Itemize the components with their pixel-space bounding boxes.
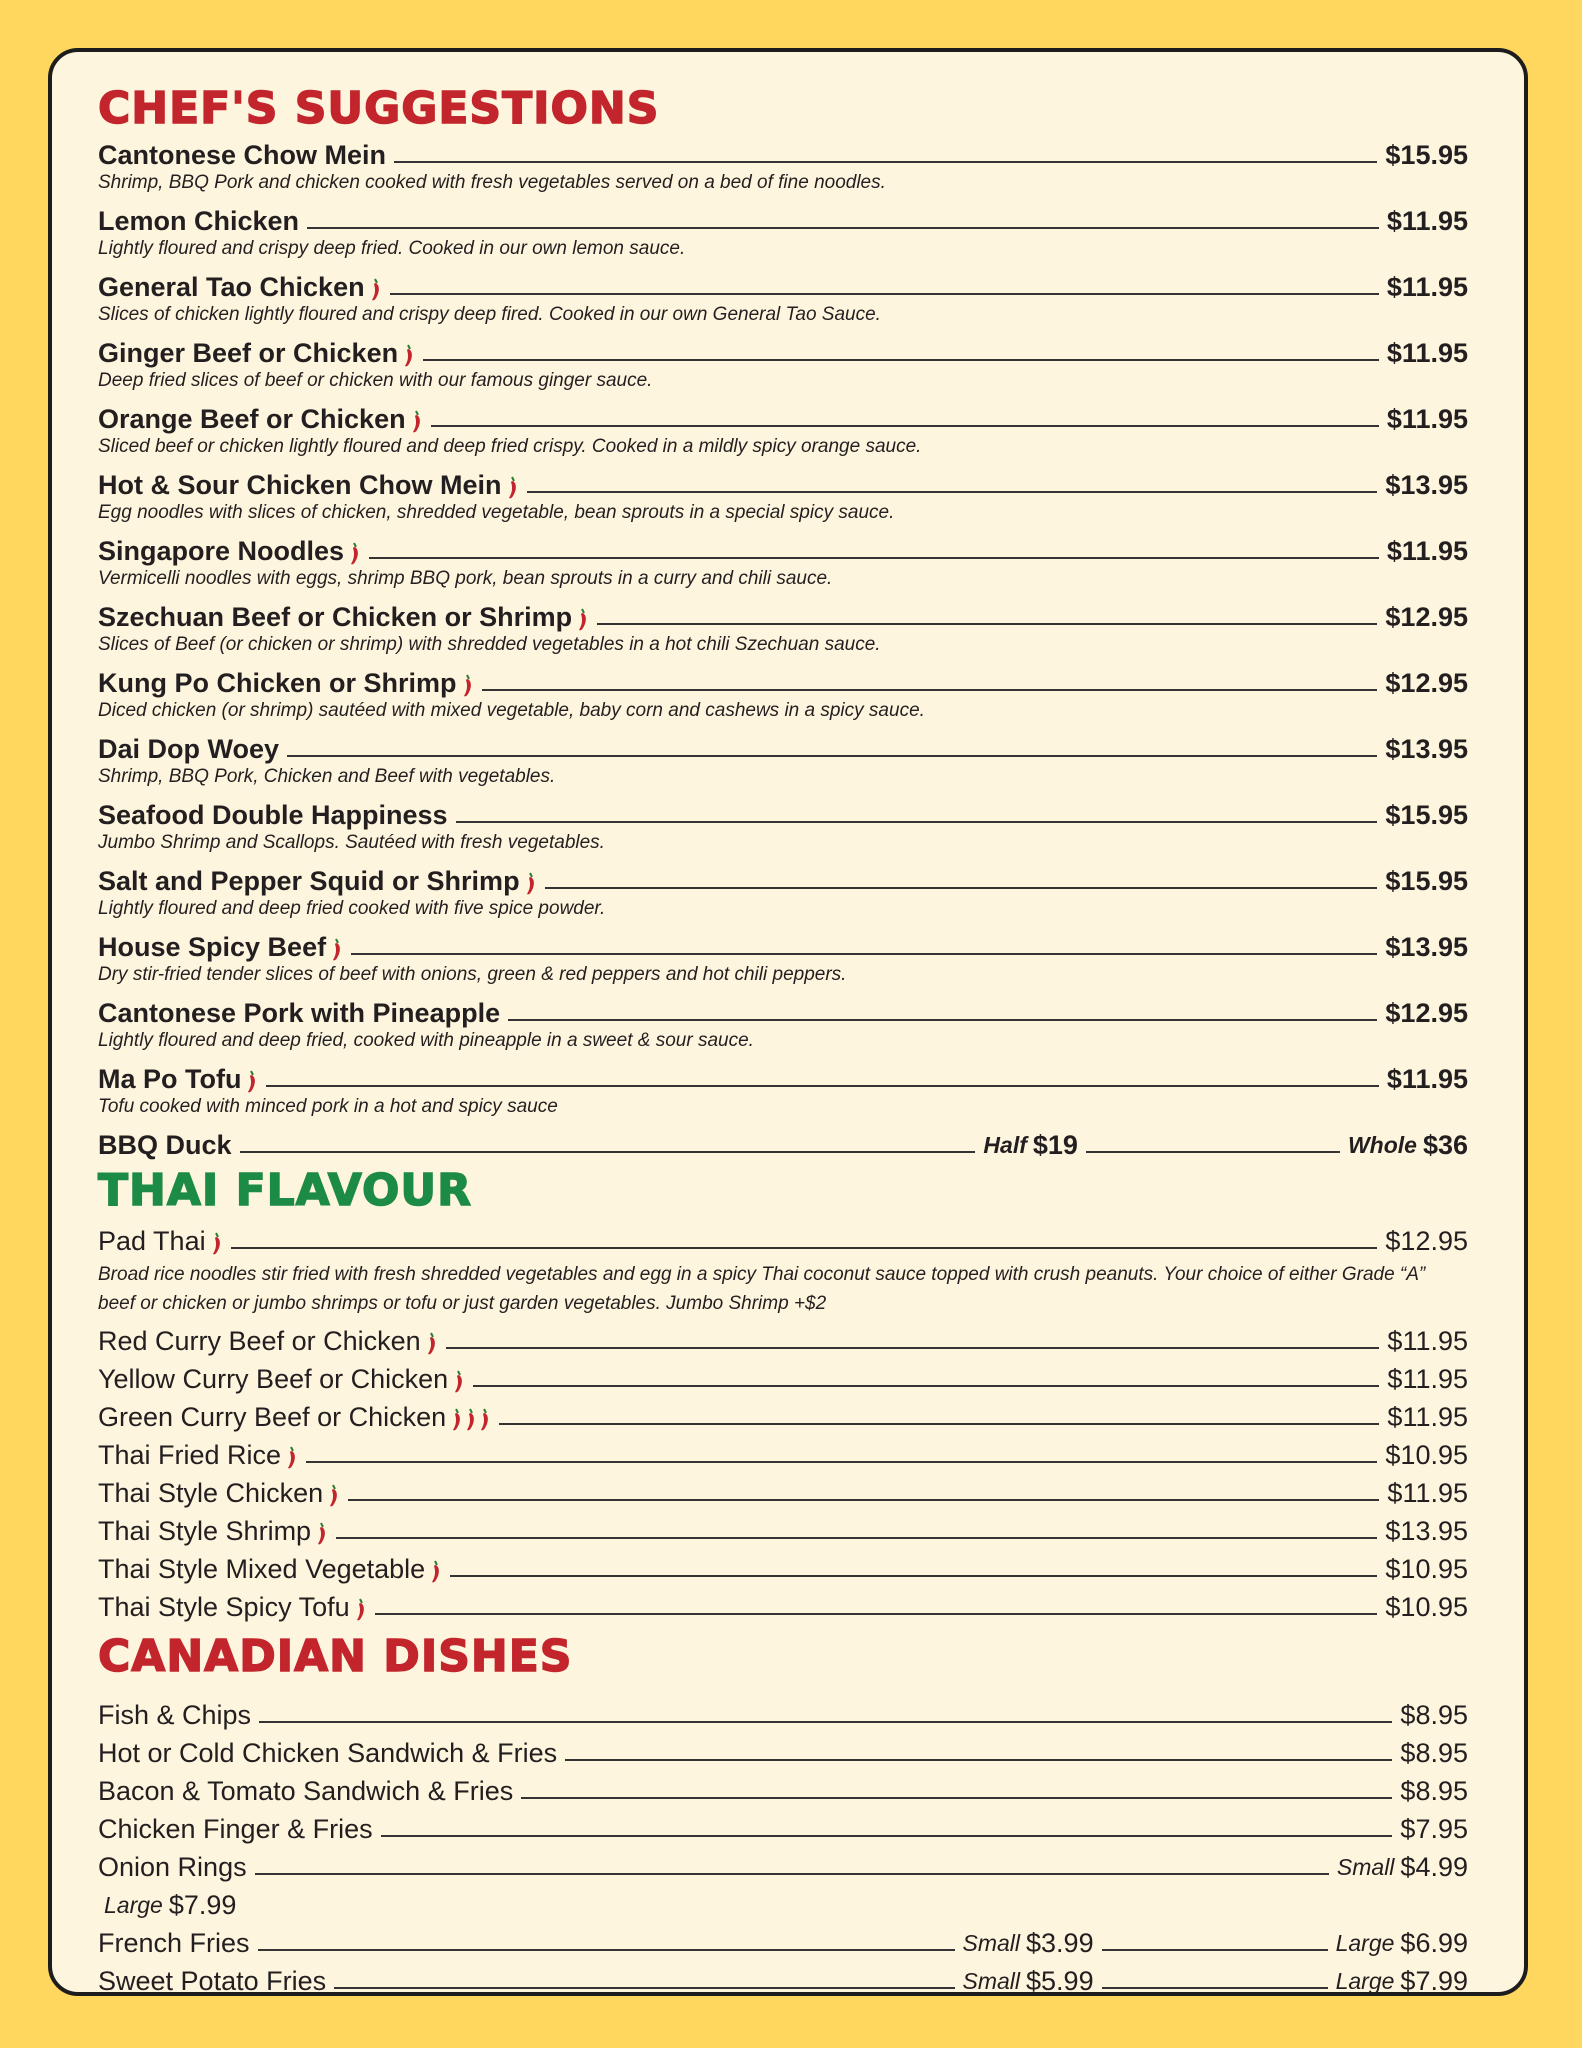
menu-item bbox=[98, 202, 1468, 236]
item-name: Thai Style Mixed Vegetable bbox=[98, 1554, 426, 1584]
menu-card bbox=[48, 48, 1528, 1996]
menu-item bbox=[98, 1356, 1468, 1394]
chili-pepper-icon bbox=[426, 1332, 438, 1356]
item-price: $8.95 bbox=[1400, 1700, 1468, 1730]
leader-line bbox=[473, 1385, 1379, 1387]
item-price: $11.95 bbox=[1386, 404, 1468, 434]
item-description: Slices of Beef (or chicken or shrimp) with shredded vegetables in a hot chili Szechuan sauce. bbox=[98, 634, 881, 655]
menu-item bbox=[98, 1508, 1468, 1546]
leader-line bbox=[565, 1759, 1392, 1761]
menu-item bbox=[98, 1394, 1468, 1432]
item-price: $8.95 bbox=[1400, 1776, 1468, 1806]
small-label: Small bbox=[962, 1930, 1021, 1956]
item-name: Cantonese Chow Mein bbox=[98, 140, 387, 170]
menu-item bbox=[98, 1806, 1468, 1844]
leader-line bbox=[508, 1019, 1377, 1021]
whole-label: Whole bbox=[1347, 1132, 1417, 1158]
leader-line bbox=[527, 491, 1378, 493]
menu-item bbox=[98, 730, 1468, 764]
item-price: $11.95 bbox=[1387, 1478, 1468, 1508]
item-description: Sliced beef or chicken lightly floured and deep fried crispy. Cooked in a mildly spicy orange sauce. bbox=[98, 436, 922, 457]
menu-item bbox=[98, 1692, 1468, 1730]
item-name: BBQ Duck bbox=[98, 1130, 232, 1160]
chili-pepper-icon bbox=[316, 1522, 328, 1546]
menu-item-sweet-potato-fries bbox=[98, 1958, 1468, 1996]
item-name: Yellow Curry Beef or Chicken bbox=[98, 1364, 449, 1394]
menu-item bbox=[98, 268, 1468, 302]
menu-item-pad-thai bbox=[98, 1218, 1468, 1256]
item-name: Singapore Noodles bbox=[98, 536, 345, 566]
item-price: $7.95 bbox=[1400, 1814, 1468, 1844]
chili-pepper-icon bbox=[577, 608, 589, 632]
item-name: Chicken Finger & Fries bbox=[98, 1814, 373, 1844]
item-name: Sweet Potato Fries bbox=[98, 1966, 327, 1996]
leader-line bbox=[423, 359, 1379, 361]
menu-item bbox=[98, 466, 1468, 500]
leader-line bbox=[381, 1835, 1393, 1837]
large-label: Large bbox=[1335, 1968, 1395, 1994]
leader-line bbox=[336, 1537, 1377, 1539]
chili-pepper-icon bbox=[349, 542, 361, 566]
leader-line bbox=[1086, 1151, 1340, 1153]
menu-item bbox=[98, 334, 1468, 368]
item-name: Hot or Cold Chicken Sandwich & Fries bbox=[98, 1738, 558, 1768]
item-description: Tofu cooked with minced pork in a hot and spicy sauce bbox=[98, 1096, 558, 1117]
large-label: Large bbox=[1335, 1930, 1395, 1956]
item-price: $8.95 bbox=[1400, 1738, 1468, 1768]
chili-pepper-icon bbox=[479, 1408, 491, 1432]
item-description: Shrimp, BBQ Pork, Chicken and Beef with vegetables. bbox=[98, 766, 556, 787]
leader-line bbox=[287, 755, 1377, 757]
item-description: Lightly floured and deep fried cooked with five spice powder. bbox=[98, 898, 606, 919]
item-price: $11.95 bbox=[1387, 1326, 1468, 1356]
menu-item bbox=[98, 928, 1468, 962]
item-description: Diced chicken (or shrimp) sautéed with mixed vegetable, baby corn and cashews in a spicy sauce. bbox=[98, 700, 925, 721]
chili-pepper-icon bbox=[370, 278, 382, 302]
leader-line bbox=[231, 1247, 1378, 1249]
leader-line bbox=[597, 623, 1377, 625]
chili-pepper-icon bbox=[211, 1232, 223, 1256]
item-name: Salt and Pepper Squid or Shrimp bbox=[98, 866, 520, 896]
leader-line bbox=[307, 227, 1379, 229]
item-description: Slices of chicken lightly floured and crispy deep fired. Cooked in our own General Tao Sauce. bbox=[98, 304, 881, 325]
item-name: General Tao Chicken bbox=[98, 272, 365, 302]
leader-line bbox=[240, 1151, 976, 1153]
leader-line bbox=[1102, 1949, 1328, 1951]
large-label: Large bbox=[104, 1892, 163, 1918]
item-description: Shrimp, BBQ Pork and chicken cooked with fresh vegetables served on a bed of fine noodles. bbox=[98, 172, 886, 193]
large-price: $7.99 bbox=[168, 1890, 237, 1920]
chili-pepper-icon bbox=[355, 1598, 367, 1622]
item-price: $13.95 bbox=[1385, 1516, 1468, 1546]
item-name: Thai Style Chicken bbox=[98, 1478, 324, 1508]
whole-price: $36 bbox=[1422, 1130, 1468, 1160]
item-price: $11.95 bbox=[1386, 1064, 1468, 1094]
item-name: Cantonese Pork with Pineapple bbox=[98, 998, 501, 1028]
leader-line bbox=[499, 1423, 1379, 1425]
leader-line bbox=[369, 557, 1379, 559]
item-price: $13.95 bbox=[1385, 470, 1468, 500]
menu-item bbox=[98, 1546, 1468, 1584]
item-name: Thai Style Shrimp bbox=[98, 1516, 312, 1546]
item-name: Szechuan Beef or Chicken or Shrimp bbox=[98, 602, 573, 632]
item-price: $13.95 bbox=[1385, 734, 1468, 764]
leader-line bbox=[259, 1721, 1392, 1723]
item-price: $11.95 bbox=[1386, 272, 1468, 302]
chili-pepper-icon bbox=[507, 476, 519, 500]
thai-flavour-title: THAI FLAVOUR bbox=[98, 1165, 473, 1216]
leader-line bbox=[521, 1797, 1392, 1799]
leader-line bbox=[482, 689, 1378, 691]
item-description: Lightly floured and crispy deep fried. Cooked in our own lemon sauce. bbox=[98, 238, 686, 259]
item-name: Onion Rings bbox=[98, 1852, 247, 1882]
menu-item bbox=[98, 1470, 1468, 1508]
chili-pepper-icon bbox=[403, 344, 415, 368]
item-price: $15.95 bbox=[1385, 140, 1468, 170]
leader-line bbox=[334, 1987, 954, 1989]
menu-item-onion-rings bbox=[98, 1844, 1468, 1882]
item-price: $12.95 bbox=[1385, 998, 1468, 1028]
menu-item bbox=[98, 1318, 1468, 1356]
item-name: Lemon Chicken bbox=[98, 206, 300, 236]
item-price: $12.95 bbox=[1385, 668, 1468, 698]
menu-item bbox=[98, 136, 1468, 170]
item-description: Jumbo Shrimp and Scallops. Sautéed with fresh vegetables. bbox=[98, 832, 605, 853]
item-name: Bacon & Tomato Sandwich & Fries bbox=[98, 1776, 514, 1806]
item-description: Dry stir-fried tender slices of beef with onions, green & red peppers and hot chili peppers. bbox=[98, 964, 847, 985]
small-price: $4.99 bbox=[1400, 1852, 1468, 1882]
canadian-dishes-title: CANADIAN DISHES bbox=[98, 1631, 573, 1682]
canadian-items bbox=[98, 1692, 1468, 1996]
menu-item bbox=[98, 1584, 1468, 1622]
small-label: Small bbox=[962, 1968, 1021, 1994]
item-price: $11.95 bbox=[1386, 206, 1468, 236]
thai-items bbox=[98, 1218, 1468, 1622]
menu-item bbox=[98, 796, 1468, 830]
item-name: Kung Po Chicken or Shrimp bbox=[98, 668, 457, 698]
menu-item bbox=[98, 664, 1468, 698]
leader-line bbox=[375, 1613, 1378, 1615]
item-price: $11.95 bbox=[1386, 536, 1468, 566]
item-name: Orange Beef or Chicken bbox=[98, 404, 406, 434]
leader-line bbox=[258, 1949, 955, 1951]
item-name: Green Curry Beef or Chicken bbox=[98, 1402, 447, 1432]
item-description: Deep fried slices of beef or chicken with our famous ginger sauce. bbox=[98, 370, 653, 391]
chefs-suggestions-title: CHEF'S SUGGESTIONS bbox=[98, 83, 660, 134]
leader-line bbox=[545, 887, 1378, 889]
item-description: Vermicelli noodles with eggs, shrimp BBQ pork, bean sprouts in a curry and chili sauce. bbox=[98, 568, 833, 589]
small-price: $3.99 bbox=[1026, 1928, 1094, 1958]
item-name: French Fries bbox=[98, 1928, 250, 1958]
menu-item bbox=[98, 1060, 1468, 1094]
item-description: Broad rice noodles stir fried with fresh shredded vegetables and egg in a spicy Thai coconut sauce topped with crush peanuts. Your choice of either Grade “A” beef or chicken or jumbo shrimps or tofu or just garden vegetables. Jumbo Shrimp +$2 bbox=[98, 1264, 1426, 1314]
chili-pepper-icon bbox=[451, 1408, 463, 1432]
item-name: Ma Po Tofu bbox=[98, 1064, 242, 1094]
item-price: $11.95 bbox=[1386, 338, 1468, 368]
chili-pepper-icon bbox=[328, 1484, 340, 1508]
leader-line bbox=[450, 1575, 1377, 1577]
onion-rings-large bbox=[98, 1882, 1468, 1920]
chili-pepper-icon bbox=[462, 674, 474, 698]
leader-line bbox=[456, 821, 1378, 823]
leader-line bbox=[1102, 1987, 1328, 1989]
leader-line bbox=[351, 953, 1377, 955]
item-price: $11.95 bbox=[1387, 1364, 1468, 1394]
leader-line bbox=[446, 1347, 1380, 1349]
large-price: $6.99 bbox=[1400, 1928, 1468, 1958]
item-price: $10.95 bbox=[1385, 1440, 1468, 1470]
menu-item bbox=[98, 994, 1468, 1028]
item-name: House Spicy Beef bbox=[98, 932, 327, 962]
item-name: Hot & Sour Chicken Chow Mein bbox=[98, 470, 502, 500]
item-name: Fish & Chips bbox=[98, 1700, 252, 1730]
item-name: Pad Thai bbox=[98, 1226, 206, 1256]
item-price: $10.95 bbox=[1385, 1592, 1468, 1622]
item-price: $13.95 bbox=[1385, 932, 1468, 962]
small-price: $5.99 bbox=[1026, 1966, 1094, 1996]
half-label: Half bbox=[983, 1132, 1027, 1158]
chili-pepper-icon bbox=[430, 1560, 442, 1584]
item-price: $15.95 bbox=[1385, 866, 1468, 896]
menu-item-french-fries bbox=[98, 1920, 1468, 1958]
item-description: Egg noodles with slices of chicken, shredded vegetable, bean sprouts in a special spicy sauce. bbox=[98, 502, 895, 523]
item-name: Thai Fried Rice bbox=[98, 1440, 282, 1470]
chili-pepper-icon bbox=[411, 410, 423, 434]
chili-pepper-icon bbox=[465, 1408, 477, 1432]
chili-pepper-icon bbox=[246, 1070, 258, 1094]
leader-line bbox=[348, 1499, 1379, 1501]
menu-item bbox=[98, 1730, 1468, 1768]
chili-pepper-icon bbox=[453, 1370, 465, 1394]
item-name: Red Curry Beef or Chicken bbox=[98, 1326, 421, 1356]
item-name: Ginger Beef or Chicken bbox=[98, 338, 399, 368]
leader-line bbox=[394, 161, 1377, 163]
item-price: $10.95 bbox=[1385, 1554, 1468, 1584]
leader-line bbox=[306, 1461, 1377, 1463]
large-price: $7.99 bbox=[1400, 1966, 1468, 1996]
menu-item bbox=[98, 532, 1468, 566]
item-price: $11.95 bbox=[1387, 1402, 1468, 1432]
leader-line bbox=[266, 1085, 1378, 1087]
menu-item bbox=[98, 400, 1468, 434]
leader-line bbox=[255, 1873, 1329, 1875]
small-label: Small bbox=[1336, 1854, 1395, 1880]
item-price: $12.95 bbox=[1385, 602, 1468, 632]
item-name: Dai Dop Woey bbox=[98, 734, 280, 764]
menu-item bbox=[98, 1768, 1468, 1806]
menu-item bbox=[98, 598, 1468, 632]
chefs-items bbox=[98, 136, 1468, 1160]
menu-item bbox=[98, 1432, 1468, 1470]
item-price: $12.95 bbox=[1385, 1226, 1468, 1256]
item-name: Thai Style Spicy Tofu bbox=[98, 1592, 350, 1622]
chili-pepper-icon bbox=[525, 872, 537, 896]
leader-line bbox=[390, 293, 1379, 295]
menu-item-bbq-duck bbox=[98, 1126, 1468, 1160]
item-description: Lightly floured and deep fried, cooked with pineapple in a sweet & sour sauce. bbox=[98, 1030, 754, 1051]
chili-pepper-icon bbox=[331, 938, 343, 962]
half-price: $19 bbox=[1032, 1130, 1078, 1160]
leader-line bbox=[431, 425, 1379, 427]
item-price: $15.95 bbox=[1385, 800, 1468, 830]
menu-item bbox=[98, 862, 1468, 896]
chili-pepper-icon bbox=[286, 1446, 298, 1470]
item-name: Seafood Double Happiness bbox=[98, 800, 448, 830]
